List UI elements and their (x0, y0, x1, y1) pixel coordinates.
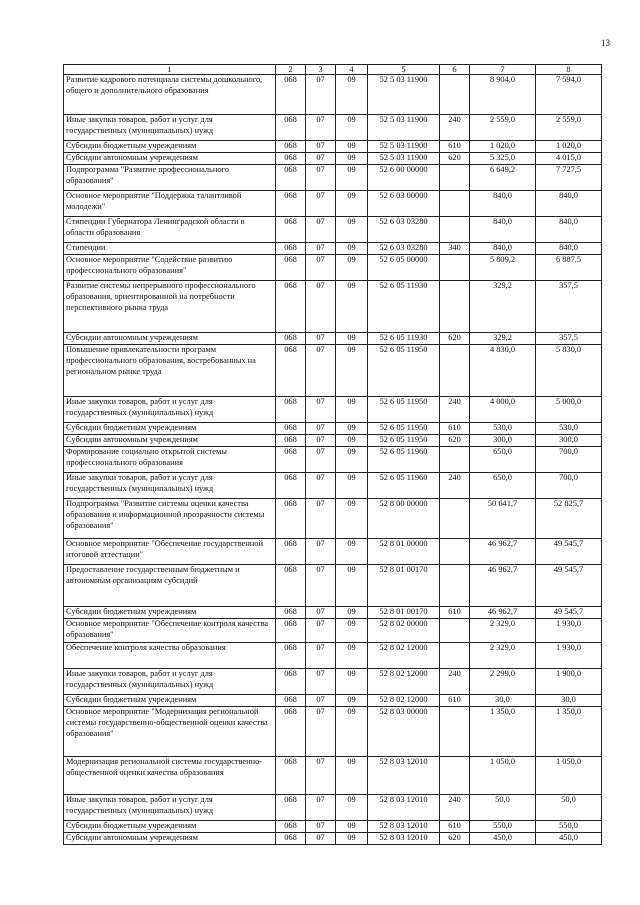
page-number: 13 (601, 38, 610, 48)
row-amount-year1: 1 350,0 (470, 707, 536, 757)
header-cell-3: 3 (306, 65, 336, 75)
row-expense-type (440, 191, 470, 217)
header-cell-6: 6 (440, 65, 470, 75)
row-name: Субсидии бюджетным учреждениям (64, 423, 276, 435)
row-name: Субсидии бюджетным учреждениям (64, 695, 276, 707)
row-ministry-code: 068 (276, 153, 306, 165)
row-section-code: 07 (306, 669, 336, 695)
row-target-article: 52 6 05 00000 (368, 255, 440, 281)
row-amount-year1: 840,0 (470, 191, 536, 217)
row-expense-type (440, 565, 470, 607)
row-section-code: 07 (306, 821, 336, 833)
row-target-article: 52 5 03 11900 (368, 115, 440, 141)
row-subsection-code: 09 (336, 619, 368, 643)
header-row (64, 65, 602, 75)
row-amount-year1: 2 559,0 (470, 115, 536, 141)
row-ministry-code: 068 (276, 75, 306, 115)
row-subsection-code: 09 (336, 499, 368, 539)
row-name: Иные закупки товаров, работ и услуг для государственных (муниципальных) нужд (64, 795, 276, 821)
row-expense-type: 620 (440, 333, 470, 345)
row-target-article: 52 5 03 11900 (368, 153, 440, 165)
row-name: Основное мероприятие "Содействие развитию профессионального образования" (64, 255, 276, 281)
row-amount-year2: 1 930,0 (536, 619, 602, 643)
row-ministry-code: 068 (276, 165, 306, 191)
table-row (64, 565, 602, 607)
row-expense-type (440, 619, 470, 643)
row-subsection-code: 09 (336, 115, 368, 141)
row-name: Субсидии автономным учреждениям (64, 153, 276, 165)
row-section-code: 07 (306, 707, 336, 757)
table-row (64, 115, 602, 141)
row-ministry-code: 068 (276, 255, 306, 281)
row-name: Обеспечение контроля качества образования (64, 643, 276, 669)
row-target-article: 52 8 02 00000 (368, 619, 440, 643)
row-amount-year2: 840,0 (536, 191, 602, 217)
row-expense-type: 610 (440, 141, 470, 153)
row-section-code: 07 (306, 619, 336, 643)
row-subsection-code: 09 (336, 565, 368, 607)
row-subsection-code: 09 (336, 821, 368, 833)
row-amount-year2: 700,0 (536, 447, 602, 473)
row-expense-type (440, 643, 470, 669)
row-name: Субсидии бюджетным учреждениям (64, 141, 276, 153)
row-subsection-code: 09 (336, 757, 368, 795)
row-expense-type: 240 (440, 795, 470, 821)
table-row (64, 345, 602, 397)
table-row (64, 607, 602, 619)
row-section-code: 07 (306, 333, 336, 345)
row-amount-year1: 50 641,7 (470, 499, 536, 539)
row-section-code: 07 (306, 141, 336, 153)
row-expense-type (440, 499, 470, 539)
row-ministry-code: 068 (276, 695, 306, 707)
row-expense-type: 620 (440, 153, 470, 165)
row-target-article: 52 6 03 00000 (368, 191, 440, 217)
row-name: Иные закупки товаров, работ и услуг для государственных (муниципальных) нужд (64, 473, 276, 499)
row-amount-year1: 300,0 (470, 435, 536, 447)
row-section-code: 07 (306, 217, 336, 243)
row-subsection-code: 09 (336, 281, 368, 333)
row-name: Основное мероприятие "Поддержка талантливой молодежи" (64, 191, 276, 217)
row-target-article: 52 8 03 00000 (368, 707, 440, 757)
row-subsection-code: 09 (336, 473, 368, 499)
row-ministry-code: 068 (276, 423, 306, 435)
row-subsection-code: 09 (336, 539, 368, 565)
table-row (64, 499, 602, 539)
row-amount-year2: 49 545,7 (536, 565, 602, 607)
row-subsection-code: 09 (336, 397, 368, 423)
row-amount-year2: 5 000,0 (536, 397, 602, 423)
row-section-code: 07 (306, 281, 336, 333)
row-amount-year2: 300,0 (536, 435, 602, 447)
table-row (64, 833, 602, 845)
row-section-code: 07 (306, 539, 336, 565)
row-amount-year1: 46 962,7 (470, 607, 536, 619)
row-subsection-code: 09 (336, 707, 368, 757)
row-amount-year1: 46 962,7 (470, 565, 536, 607)
row-name: Субсидии автономным учреждениям (64, 333, 276, 345)
row-amount-year2: 357,5 (536, 281, 602, 333)
row-amount-year1: 530,0 (470, 423, 536, 435)
row-amount-year2: 450,0 (536, 833, 602, 845)
row-expense-type: 340 (440, 243, 470, 255)
row-amount-year2: 5 830,0 (536, 345, 602, 397)
row-amount-year1: 2 329,0 (470, 619, 536, 643)
table-row (64, 447, 602, 473)
row-amount-year2: 49 545,7 (536, 607, 602, 619)
row-ministry-code: 068 (276, 795, 306, 821)
table-row (64, 75, 602, 115)
row-subsection-code: 09 (336, 153, 368, 165)
row-amount-year2: 49 545,7 (536, 539, 602, 565)
row-section-code: 07 (306, 165, 336, 191)
row-expense-type (440, 345, 470, 397)
row-ministry-code: 068 (276, 435, 306, 447)
table-body (64, 75, 602, 845)
row-amount-year1: 2 299,0 (470, 669, 536, 695)
table-row (64, 255, 602, 281)
row-name: Иные закупки товаров, работ и услуг для государственных (муниципальных) нужд (64, 115, 276, 141)
row-amount-year1: 2 329,0 (470, 643, 536, 669)
row-target-article: 52 8 02 12000 (368, 695, 440, 707)
row-subsection-code: 09 (336, 643, 368, 669)
row-target-article: 52 6 05 11930 (368, 333, 440, 345)
row-target-article: 52 6 05 11950 (368, 397, 440, 423)
row-subsection-code: 09 (336, 255, 368, 281)
row-ministry-code: 068 (276, 607, 306, 619)
row-subsection-code: 09 (336, 141, 368, 153)
row-name: Основное мероприятие "Обеспечение контроля качества образования" (64, 619, 276, 643)
row-subsection-code: 09 (336, 75, 368, 115)
row-ministry-code: 068 (276, 499, 306, 539)
row-target-article: 52 5 03 11900 (368, 75, 440, 115)
row-amount-year1: 46 962,7 (470, 539, 536, 565)
row-ministry-code: 068 (276, 473, 306, 499)
row-target-article: 52 6 05 11950 (368, 423, 440, 435)
row-section-code: 07 (306, 499, 336, 539)
row-name: Повышение привлекательности программ профессионального образования, востребованных на региональном рынке труда (64, 345, 276, 397)
row-target-article: 52 6 05 11960 (368, 447, 440, 473)
row-amount-year2: 357,5 (536, 333, 602, 345)
row-amount-year1: 8 904,0 (470, 75, 536, 115)
row-amount-year1: 5 809,2 (470, 255, 536, 281)
row-target-article: 52 8 03 12010 (368, 795, 440, 821)
row-subsection-code: 09 (336, 333, 368, 345)
row-target-article: 52 8 03 12010 (368, 757, 440, 795)
row-expense-type (440, 281, 470, 333)
row-section-code: 07 (306, 255, 336, 281)
row-amount-year2: 50,0 (536, 795, 602, 821)
row-name: Модернизация региональной системы государственно-общественной оценки качества образования (64, 757, 276, 795)
row-amount-year2: 7 594,0 (536, 75, 602, 115)
header-cell-4: 4 (336, 65, 368, 75)
row-ministry-code: 068 (276, 281, 306, 333)
row-ministry-code: 068 (276, 141, 306, 153)
row-amount-year2: 52 825,7 (536, 499, 602, 539)
row-name: Субсидии автономным учреждениям (64, 833, 276, 845)
row-name: Основное мероприятие "Модернизация региональной системы государственно-общественной оценки качества образования" (64, 707, 276, 757)
row-expense-type (440, 757, 470, 795)
row-expense-type (440, 75, 470, 115)
row-expense-type: 610 (440, 821, 470, 833)
row-amount-year2: 530,0 (536, 423, 602, 435)
table-row (64, 165, 602, 191)
row-amount-year2: 840,0 (536, 217, 602, 243)
row-amount-year1: 840,0 (470, 217, 536, 243)
row-ministry-code: 068 (276, 397, 306, 423)
row-ministry-code: 068 (276, 619, 306, 643)
row-target-article: 52 8 03 12010 (368, 833, 440, 845)
row-ministry-code: 068 (276, 115, 306, 141)
table-row (64, 141, 602, 153)
row-section-code: 07 (306, 115, 336, 141)
row-amount-year1: 5 325,0 (470, 153, 536, 165)
table-row (64, 707, 602, 757)
table-row (64, 795, 602, 821)
row-name: Субсидии бюджетным учреждениям (64, 607, 276, 619)
row-expense-type: 610 (440, 423, 470, 435)
row-subsection-code: 09 (336, 423, 368, 435)
row-section-code: 07 (306, 345, 336, 397)
row-ministry-code: 068 (276, 333, 306, 345)
header-cell-5: 5 (368, 65, 440, 75)
table-row (64, 423, 602, 435)
row-ministry-code: 068 (276, 643, 306, 669)
row-subsection-code: 09 (336, 243, 368, 255)
row-section-code: 07 (306, 473, 336, 499)
row-target-article: 52 8 01 00170 (368, 607, 440, 619)
row-amount-year2: 30,0 (536, 695, 602, 707)
row-subsection-code: 09 (336, 695, 368, 707)
row-amount-year1: 6 649,2 (470, 165, 536, 191)
row-ministry-code: 068 (276, 757, 306, 795)
row-target-article: 52 5 03 11900 (368, 141, 440, 153)
row-subsection-code: 09 (336, 833, 368, 845)
row-section-code: 07 (306, 833, 336, 845)
row-ministry-code: 068 (276, 707, 306, 757)
row-section-code: 07 (306, 75, 336, 115)
row-expense-type: 240 (440, 397, 470, 423)
row-amount-year1: 329,2 (470, 333, 536, 345)
row-target-article: 52 6 05 11950 (368, 435, 440, 447)
row-amount-year1: 329,2 (470, 281, 536, 333)
row-ministry-code: 068 (276, 217, 306, 243)
row-expense-type: 240 (440, 669, 470, 695)
row-amount-year2: 840,0 (536, 243, 602, 255)
row-expense-type (440, 255, 470, 281)
row-name: Иные закупки товаров, работ и услуг для государственных (муниципальных) нужд (64, 397, 276, 423)
row-amount-year2: 2 559,0 (536, 115, 602, 141)
header-cell-8: 8 (536, 65, 602, 75)
table-row (64, 281, 602, 333)
row-amount-year2: 1 900,0 (536, 669, 602, 695)
row-amount-year2: 7 727,5 (536, 165, 602, 191)
row-ministry-code: 068 (276, 669, 306, 695)
row-amount-year1: 4 000,0 (470, 397, 536, 423)
row-ministry-code: 068 (276, 539, 306, 565)
row-amount-year1: 50,0 (470, 795, 536, 821)
row-subsection-code: 09 (336, 669, 368, 695)
row-amount-year2: 700,0 (536, 473, 602, 499)
row-ministry-code: 068 (276, 833, 306, 845)
row-subsection-code: 09 (336, 345, 368, 397)
row-amount-year1: 450,0 (470, 833, 536, 845)
row-section-code: 07 (306, 643, 336, 669)
row-amount-year1: 550,0 (470, 821, 536, 833)
row-name: Развитие кадрового потенциала системы дошкольного, общего и дополнительного образования (64, 75, 276, 115)
row-amount-year2: 1 020,0 (536, 141, 602, 153)
row-name: Иные закупки товаров, работ и услуг для государственных (муниципальных) нужд (64, 669, 276, 695)
row-name: Субсидии бюджетным учреждениям (64, 821, 276, 833)
row-section-code: 07 (306, 695, 336, 707)
row-subsection-code: 09 (336, 191, 368, 217)
row-section-code: 07 (306, 607, 336, 619)
table-row (64, 243, 602, 255)
row-target-article: 52 6 05 11950 (368, 345, 440, 397)
row-name: Субсидии автономным учреждениям (64, 435, 276, 447)
table-row (64, 217, 602, 243)
row-target-article: 52 8 03 12010 (368, 821, 440, 833)
row-target-article: 52 8 02 12000 (368, 643, 440, 669)
row-subsection-code: 09 (336, 607, 368, 619)
row-section-code: 07 (306, 423, 336, 435)
row-section-code: 07 (306, 397, 336, 423)
row-target-article: 52 8 02 12000 (368, 669, 440, 695)
row-name: Формирование социально открытой системы профессионального образования (64, 447, 276, 473)
row-target-article: 52 6 03 03280 (368, 243, 440, 255)
row-subsection-code: 09 (336, 435, 368, 447)
row-amount-year2: 1 930,0 (536, 643, 602, 669)
row-subsection-code: 09 (336, 795, 368, 821)
row-expense-type: 620 (440, 435, 470, 447)
row-section-code: 07 (306, 565, 336, 607)
row-expense-type: 620 (440, 833, 470, 845)
table-row (64, 539, 602, 565)
row-amount-year1: 4 830,0 (470, 345, 536, 397)
row-section-code: 07 (306, 757, 336, 795)
row-amount-year2: 1 050,0 (536, 757, 602, 795)
row-section-code: 07 (306, 447, 336, 473)
row-name: Стипендии Губернатора Ленинградской области в области образования (64, 217, 276, 243)
row-subsection-code: 09 (336, 165, 368, 191)
row-amount-year1: 840,0 (470, 243, 536, 255)
row-ministry-code: 068 (276, 345, 306, 397)
row-name: Предоставление государственным бюджетным и автономным организациям субсидий (64, 565, 276, 607)
row-expense-type (440, 447, 470, 473)
row-amount-year2: 6 887,5 (536, 255, 602, 281)
row-target-article: 52 8 01 00000 (368, 539, 440, 565)
row-target-article: 52 8 00 00000 (368, 499, 440, 539)
row-ministry-code: 068 (276, 243, 306, 255)
table-row (64, 473, 602, 499)
row-section-code: 07 (306, 435, 336, 447)
row-name: Развитие системы непрерывного профессионального образования, ориентированной на потребности перспективного рынка труда (64, 281, 276, 333)
row-expense-type: 240 (440, 115, 470, 141)
row-amount-year2: 4 015,0 (536, 153, 602, 165)
row-name: Стипендии (64, 243, 276, 255)
row-expense-type (440, 707, 470, 757)
row-section-code: 07 (306, 191, 336, 217)
row-expense-type: 240 (440, 473, 470, 499)
row-target-article: 52 8 01 00170 (368, 565, 440, 607)
row-expense-type (440, 165, 470, 191)
row-amount-year1: 650,0 (470, 447, 536, 473)
header-cell-7: 7 (470, 65, 536, 75)
table-row (64, 397, 602, 423)
table-row (64, 643, 602, 669)
row-target-article: 52 6 00 00000 (368, 165, 440, 191)
table-row (64, 619, 602, 643)
table-row (64, 757, 602, 795)
row-amount-year1: 30,0 (470, 695, 536, 707)
row-section-code: 07 (306, 795, 336, 821)
row-name: Подпрограмма "Развитие системы оценки качества образования и информационной прозрачности системы образования" (64, 499, 276, 539)
table-row (64, 435, 602, 447)
row-ministry-code: 068 (276, 565, 306, 607)
table-row (64, 821, 602, 833)
table-row (64, 695, 602, 707)
row-subsection-code: 09 (336, 447, 368, 473)
row-expense-type (440, 217, 470, 243)
header-cell-2: 2 (276, 65, 306, 75)
row-amount-year1: 1 020,0 (470, 141, 536, 153)
table-row (64, 153, 602, 165)
table-row (64, 333, 602, 345)
row-section-code: 07 (306, 243, 336, 255)
budget-table (63, 64, 602, 845)
row-ministry-code: 068 (276, 821, 306, 833)
row-target-article: 52 6 03 03280 (368, 217, 440, 243)
row-ministry-code: 068 (276, 447, 306, 473)
header-cell-1: 1 (64, 65, 276, 75)
row-expense-type: 610 (440, 607, 470, 619)
table-row (64, 669, 602, 695)
row-ministry-code: 068 (276, 191, 306, 217)
row-subsection-code: 09 (336, 217, 368, 243)
row-target-article: 52 6 05 11960 (368, 473, 440, 499)
row-expense-type (440, 539, 470, 565)
row-amount-year1: 1 050,0 (470, 757, 536, 795)
row-name: Основное мероприятие "Обеспечение государственной итоговой аттестации" (64, 539, 276, 565)
row-amount-year2: 550,0 (536, 821, 602, 833)
row-amount-year2: 1 350,0 (536, 707, 602, 757)
table-header (64, 65, 602, 75)
row-name: Подпрограмма "Развитие профессионального образования" (64, 165, 276, 191)
table-row (64, 191, 602, 217)
row-target-article: 52 6 05 11930 (368, 281, 440, 333)
row-amount-year1: 650,0 (470, 473, 536, 499)
row-expense-type: 610 (440, 695, 470, 707)
row-section-code: 07 (306, 153, 336, 165)
